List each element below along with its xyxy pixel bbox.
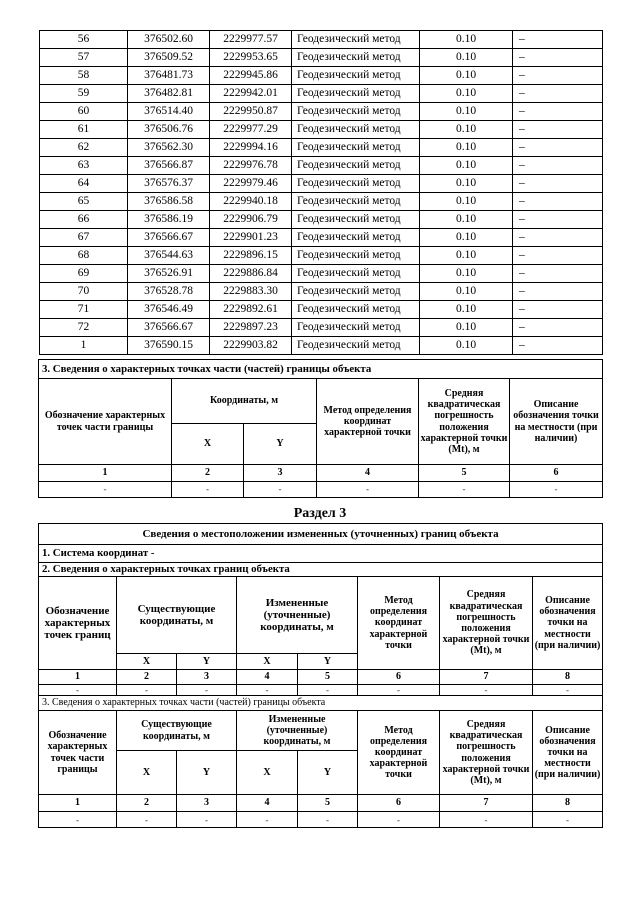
table-row: [40, 139, 603, 157]
coord-y: 2229903.82: [210, 337, 292, 355]
coord-x: 376586.19: [128, 211, 210, 229]
coord-y: 2229976.78: [210, 157, 292, 175]
description: –: [513, 337, 603, 355]
col-point-name: Обозначение характерных точек части границы: [39, 379, 172, 465]
col-number: 3: [177, 795, 237, 812]
point-number: 67: [40, 229, 128, 247]
point-number: 56: [40, 31, 128, 49]
col-description: Описание обозначения точки на местности (при наличии): [533, 577, 603, 670]
description: –: [513, 49, 603, 67]
method: Геодезический метод: [292, 67, 420, 85]
empty-cell: -: [510, 482, 603, 498]
col-existing-coords: Существующие координаты, м: [117, 577, 237, 654]
col-accuracy: Средняя квадратическая погрешность положения характерной точки (Mt), м: [419, 379, 510, 465]
accuracy: 0.10: [420, 283, 513, 301]
coord-y: 2229883.30: [210, 283, 292, 301]
coord-x: 376509.52: [128, 49, 210, 67]
point-number: 69: [40, 265, 128, 283]
empty-cell: -: [237, 812, 298, 828]
empty-cell: -: [39, 685, 117, 696]
table-row: [40, 337, 603, 355]
empty-cell: -: [237, 685, 298, 696]
table-row: [40, 85, 603, 103]
point-number: 59: [40, 85, 128, 103]
method: Геодезический метод: [292, 121, 420, 139]
accuracy: 0.10: [420, 157, 513, 175]
method: Геодезический метод: [292, 85, 420, 103]
description: –: [513, 193, 603, 211]
point-number: 72: [40, 319, 128, 337]
description: –: [513, 319, 603, 337]
col-number: 4: [237, 670, 298, 685]
col-accuracy: Средняя квадратическая погрешность положения характерной точки (Mt), м: [440, 711, 533, 795]
point-number: 58: [40, 67, 128, 85]
coord-y: 2229977.57: [210, 31, 292, 49]
coord-y: 2229945.86: [210, 67, 292, 85]
description: –: [513, 157, 603, 175]
coord-x: 376514.40: [128, 103, 210, 121]
point-number: 60: [40, 103, 128, 121]
col-existing-coords: Существующие координаты, м: [117, 711, 237, 751]
method: Геодезический метод: [292, 301, 420, 319]
accuracy: 0.10: [420, 229, 513, 247]
coord-y: 2229977.29: [210, 121, 292, 139]
point-number: 70: [40, 283, 128, 301]
accuracy: 0.10: [420, 175, 513, 193]
coord-x: 376566.67: [128, 229, 210, 247]
coord-y: 2229886.84: [210, 265, 292, 283]
col-number: 2: [117, 670, 177, 685]
point-number: 62: [40, 139, 128, 157]
empty-cell: -: [39, 812, 117, 828]
col-y: Y: [298, 654, 358, 670]
table-row: [40, 229, 603, 247]
description: –: [513, 67, 603, 85]
coord-x: 376528.78: [128, 283, 210, 301]
part-section-title: 3. Сведения о характерных точках части (частей) границы объекта: [39, 696, 603, 711]
table-row: [40, 103, 603, 121]
coord-x: 376506.76: [128, 121, 210, 139]
accuracy: 0.10: [420, 247, 513, 265]
point-number: 68: [40, 247, 128, 265]
empty-cell: -: [172, 482, 244, 498]
coord-y: 2229906.79: [210, 211, 292, 229]
table-row: [40, 247, 603, 265]
empty-cell: -: [533, 812, 603, 828]
col-changed-coords: Измененные (уточненные) координаты, м: [237, 577, 358, 654]
part-section-title: 3. Сведения о характерных точках части (частей) границы объекта: [39, 360, 603, 379]
coord-y: 2229892.61: [210, 301, 292, 319]
point-number: 63: [40, 157, 128, 175]
col-x: X: [237, 654, 298, 670]
accuracy: 0.10: [420, 85, 513, 103]
coord-y: 2229979.46: [210, 175, 292, 193]
empty-cell: -: [533, 685, 603, 696]
coord-y: 2229896.15: [210, 247, 292, 265]
empty-cell: -: [317, 482, 419, 498]
point-number: 71: [40, 301, 128, 319]
col-x: X: [237, 751, 298, 795]
part-points-table: [38, 359, 603, 498]
table-row: [40, 301, 603, 319]
points-section-title: 2. Сведения о характерных точках границ объекта: [39, 563, 603, 577]
col-changed-coords: Измененные (уточненные) координаты, м: [237, 711, 358, 751]
col-x: X: [117, 654, 177, 670]
method: Геодезический метод: [292, 31, 420, 49]
method: Геодезический метод: [292, 193, 420, 211]
empty-cell: -: [39, 482, 172, 498]
col-number: 7: [440, 795, 533, 812]
table-row: [40, 31, 603, 49]
coord-y: 2229994.16: [210, 139, 292, 157]
col-number: 2: [117, 795, 177, 812]
empty-cell: -: [298, 685, 358, 696]
table-row: [40, 193, 603, 211]
method: Геодезический метод: [292, 247, 420, 265]
method: Геодезический метод: [292, 103, 420, 121]
accuracy: 0.10: [420, 337, 513, 355]
empty-cell: -: [358, 812, 440, 828]
description: –: [513, 85, 603, 103]
accuracy: 0.10: [420, 193, 513, 211]
accuracy: 0.10: [420, 121, 513, 139]
description: –: [513, 247, 603, 265]
col-method: Метод определения координат характерной точки: [317, 379, 419, 465]
empty-cell: -: [440, 685, 533, 696]
col-y: Y: [298, 751, 358, 795]
table-row: [40, 211, 603, 229]
col-number: 6: [358, 795, 440, 812]
table-row: [40, 121, 603, 139]
description: –: [513, 211, 603, 229]
col-y: Y: [244, 424, 317, 465]
coord-x: 376546.49: [128, 301, 210, 319]
empty-cell: -: [244, 482, 317, 498]
coord-x: 376481.73: [128, 67, 210, 85]
coord-x: 376586.58: [128, 193, 210, 211]
col-method: Метод определения координат характерной точки: [358, 577, 440, 670]
point-number: 1: [40, 337, 128, 355]
table-row: [40, 157, 603, 175]
col-number: 3: [177, 670, 237, 685]
col-description: Описание обозначения точки на местности (при наличии): [533, 711, 603, 795]
empty-cell: -: [117, 685, 177, 696]
table-row: [40, 265, 603, 283]
col-number: 6: [510, 465, 603, 482]
col-x: X: [172, 424, 244, 465]
col-number: 1: [39, 795, 117, 812]
coord-x: 376526.91: [128, 265, 210, 283]
col-number: 5: [298, 795, 358, 812]
col-description: Описание обозначения точки на местности (при наличии): [510, 379, 603, 465]
coord-x: 376590.15: [128, 337, 210, 355]
empty-cell: -: [358, 685, 440, 696]
point-number: 57: [40, 49, 128, 67]
method: Геодезический метод: [292, 319, 420, 337]
col-number: 1: [39, 465, 172, 482]
accuracy: 0.10: [420, 301, 513, 319]
coordinate-system: 1. Система координат -: [39, 545, 603, 563]
point-number: 64: [40, 175, 128, 193]
empty-cell: -: [177, 812, 237, 828]
method: Геодезический метод: [292, 265, 420, 283]
section3-table: [38, 523, 603, 828]
table-row: [40, 49, 603, 67]
empty-cell: -: [298, 812, 358, 828]
coord-x: 376544.63: [128, 247, 210, 265]
coord-x: 376502.60: [128, 31, 210, 49]
col-point-name: Обозначение характерных точек границ: [39, 577, 117, 670]
section3-title: Сведения о местоположении измененных (уточненных) границ объекта: [39, 524, 603, 545]
col-number: 2: [172, 465, 244, 482]
method: Геодезический метод: [292, 229, 420, 247]
table-row: [40, 67, 603, 85]
coord-x: 376562.30: [128, 139, 210, 157]
col-number: 7: [440, 670, 533, 685]
coord-y: 2229940.18: [210, 193, 292, 211]
method: Геодезический метод: [292, 337, 420, 355]
empty-cell: -: [419, 482, 510, 498]
col-number: 4: [237, 795, 298, 812]
accuracy: 0.10: [420, 31, 513, 49]
col-number: 3: [244, 465, 317, 482]
points-table: [39, 30, 603, 355]
col-y: Y: [177, 751, 237, 795]
empty-cell: -: [440, 812, 533, 828]
col-point-name: Обозначение характерных точек части границы: [39, 711, 117, 795]
col-method: Метод определения координат характерной точки: [358, 711, 440, 795]
method: Геодезический метод: [292, 49, 420, 67]
coord-x: 376566.67: [128, 319, 210, 337]
accuracy: 0.10: [420, 139, 513, 157]
empty-cell: -: [117, 812, 177, 828]
accuracy: 0.10: [420, 265, 513, 283]
col-coordinates: Координаты, м: [172, 379, 317, 424]
coord-y: 2229897.23: [210, 319, 292, 337]
point-number: 61: [40, 121, 128, 139]
table-row: [40, 319, 603, 337]
description: –: [513, 103, 603, 121]
description: –: [513, 139, 603, 157]
col-number: 4: [317, 465, 419, 482]
empty-cell: -: [177, 685, 237, 696]
description: –: [513, 283, 603, 301]
coord-y: 2229942.01: [210, 85, 292, 103]
point-number: 65: [40, 193, 128, 211]
method: Геодезический метод: [292, 139, 420, 157]
coord-y: 2229953.65: [210, 49, 292, 67]
coord-y: 2229901.23: [210, 229, 292, 247]
col-number: 8: [533, 795, 603, 812]
col-number: 5: [419, 465, 510, 482]
accuracy: 0.10: [420, 67, 513, 85]
coord-x: 376566.87: [128, 157, 210, 175]
col-x: X: [117, 751, 177, 795]
accuracy: 0.10: [420, 319, 513, 337]
table-row: [40, 283, 603, 301]
coord-x: 376482.81: [128, 85, 210, 103]
description: –: [513, 229, 603, 247]
section-heading: Раздел 3: [293, 506, 347, 521]
col-number: 1: [39, 670, 117, 685]
col-number: 8: [533, 670, 603, 685]
col-y: Y: [177, 654, 237, 670]
col-accuracy: Средняя квадратическая погрешность положения характерной точки (Mt), м: [440, 577, 533, 670]
description: –: [513, 175, 603, 193]
method: Геодезический метод: [292, 211, 420, 229]
col-number: 6: [358, 670, 440, 685]
accuracy: 0.10: [420, 103, 513, 121]
description: –: [513, 31, 603, 49]
points-table-body: [40, 31, 603, 355]
description: –: [513, 265, 603, 283]
method: Геодезический метод: [292, 157, 420, 175]
method: Геодезический метод: [292, 283, 420, 301]
accuracy: 0.10: [420, 211, 513, 229]
coord-x: 376576.37: [128, 175, 210, 193]
table-row: [40, 175, 603, 193]
accuracy: 0.10: [420, 49, 513, 67]
point-number: 66: [40, 211, 128, 229]
description: –: [513, 121, 603, 139]
col-number: 5: [298, 670, 358, 685]
method: Геодезический метод: [292, 175, 420, 193]
description: –: [513, 301, 603, 319]
coord-y: 2229950.87: [210, 103, 292, 121]
